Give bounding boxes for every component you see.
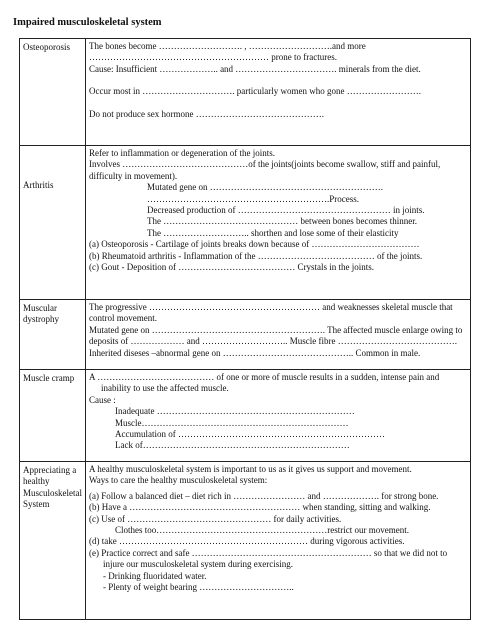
table-row (20, 39, 471, 146)
row-label-osteoporosis: Osteoporosis (20, 39, 86, 146)
text-line: (b) Rheumatoid arthritis - Inflammation of the ………………………………… of the joints. (89, 250, 423, 261)
text-line: Cause : (89, 394, 116, 405)
text-line: (a) Osteoporosis - Cartilage of joints breaks down because of ……………………………… (89, 239, 420, 250)
text-line: (e) Practice correct and safe …………………………………………………… so that we did not to (89, 547, 448, 558)
row-label-arthritis: Arthritis (20, 146, 86, 300)
text-line: Accumulation of …………………………………………………………… (115, 429, 385, 440)
table-row (20, 462, 471, 620)
text-line: The ……………………….. shorthen and lose some of their elasticity (147, 227, 399, 238)
text-line: injure our musculoskeletal system during exercising. (103, 559, 293, 570)
text-line: Lack of…………………………………………………………… (115, 440, 350, 451)
text-line: A healthy musculoskeletal system is important to us as it gives us support and movement. (89, 464, 412, 474)
text-line: Inherited diseses –abnormal gene on …………………………………….. Common in male. (89, 347, 421, 358)
text-line: The progressive ………………………………………………… and weaknesses skeletal muscle that control movement. (89, 302, 453, 324)
text-line: (d) take ……………………………………………………… during vigorous activities. (89, 536, 405, 547)
text-line: (c) Gout - Deposition of ………………………………… Crystals in the joints. (89, 262, 374, 273)
worksheet-table (19, 38, 471, 620)
row-label-muscular-dystrophy: Muscular dystrophy (20, 300, 86, 370)
text-line: Mutated gene on …………………………………………………. (147, 182, 383, 193)
text-line: Decreased production of …………………………………………… in joints. (147, 205, 425, 216)
text-line: - Plenty of weight bearing ………………………….. (103, 582, 294, 593)
table-row (20, 146, 471, 300)
text-line: Clothes too…………………………………………………restrict our movement. (115, 525, 409, 536)
text-line: Do not produce sex hormone ……………………………………. (89, 108, 324, 119)
text-line: (c) Use of ………………………………………… for daily activities. (89, 513, 342, 524)
text-line: deposits of ……………… and ……………………….. Muscle fibre …………………………………. (89, 336, 457, 347)
row-label-muscle-cramp: Muscle cramp (20, 370, 86, 462)
text-line: A ………………………………… of one or more of muscle results in a sudden, intense pain and inability to use the affected muscle. (89, 372, 440, 394)
text-line: Cause: Insufficient ……………….. and ……………………………. minerals from the diet. (89, 63, 421, 74)
table-row (20, 300, 471, 370)
text-line: Inadequate ………………………………………………………… (115, 406, 355, 417)
text-line: Mutated gene on …………………………………………………. The affected muscle enlarge owing to (89, 324, 463, 335)
text-line: The ……………………………………… between bones becomes thinner. (147, 216, 417, 227)
text-line: (b) Have a ………………………………………………… when standing, sitting and walking. (89, 502, 431, 513)
text-line: Ways to care the healthy musculoskeletal system: (89, 475, 268, 486)
row-label-appreciating-healthy-system: Appreciating a healthy Musculoskeletal System (20, 462, 86, 620)
row-content-muscle-cramp (86, 370, 471, 462)
text-line: Occur most in …………………………. particularly women who gone ……………………. (89, 86, 421, 97)
text-line: Muscle…………………………………………………………… (115, 417, 349, 428)
row-content-osteoporosis (86, 39, 471, 146)
row-content-appreciating-healthy-system (86, 462, 471, 620)
text-line: The bones become ………………………. , ……………………….and more (89, 41, 366, 51)
text-line: (a) Follow a balanced diet – diet rich in …………………… and ………………. for strong bone. (89, 490, 439, 501)
text-line: Refer to inflammation or degeneration of the joints. (89, 148, 275, 158)
worksheet-title: Impaired musculoskeletal system (13, 17, 162, 28)
row-content-arthritis (86, 146, 471, 300)
text-line: …………………………………………………… prone to fractures. (89, 52, 337, 63)
table-row (20, 370, 471, 462)
text-line: - Drinking fluoridated water. (103, 570, 207, 581)
text-line: …………………………………………………….Process. (147, 193, 359, 204)
text-line: Involves ……………………………………of the joints(joints become swallow, stiff and painful, difficulty in movement). (89, 159, 441, 181)
row-content-muscular-dystrophy (86, 300, 471, 370)
